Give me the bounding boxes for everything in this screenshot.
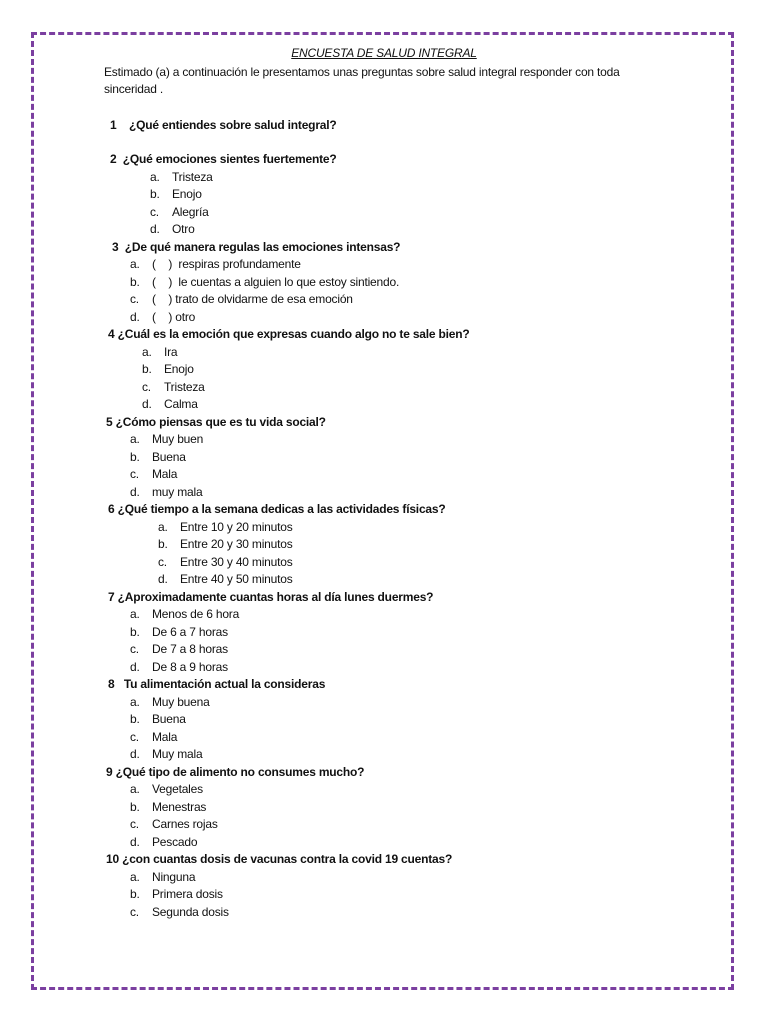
option-text: Mala <box>152 729 178 744</box>
option-text: Buena <box>152 449 186 464</box>
option-text: Otro <box>172 222 195 236</box>
option-text: Tristeza <box>164 379 205 394</box>
question-list <box>104 117 664 922</box>
option-letter: a. <box>130 607 140 621</box>
option-letter: c. <box>130 729 139 744</box>
question-7: 7 ¿Aproximadamente cuantas horas al día lunes duermes? <box>108 589 434 604</box>
question-9-option <box>104 781 664 799</box>
question-10-option <box>104 904 664 922</box>
option-letter: b. <box>130 799 140 814</box>
question-7-option <box>104 641 664 659</box>
option-letter: b. <box>158 537 168 551</box>
question-2-option <box>104 186 664 204</box>
option-text: ( ) le cuentas a alguien lo que estoy sintiendo. <box>152 274 400 289</box>
question-4-option <box>104 379 664 397</box>
question-6: 6 ¿Qué tiempo a la semana dedicas a las actividades físicas? <box>108 502 446 516</box>
question-9-option <box>104 799 664 817</box>
question-3: 3 ¿De qué manera regulas las emociones intensas? <box>112 239 401 254</box>
option-text: Buena <box>152 712 186 726</box>
option-letter: a. <box>130 694 140 709</box>
question-5-option <box>104 449 664 467</box>
option-letter: a. <box>158 519 168 534</box>
option-letter: c. <box>130 642 139 656</box>
option-letter: a. <box>150 169 160 184</box>
option-letter: b. <box>150 187 160 201</box>
option-letter: a. <box>130 869 140 884</box>
option-text: Ninguna <box>152 869 196 884</box>
question-4-option <box>104 361 664 379</box>
question-7-option <box>104 606 664 624</box>
question-5-option <box>104 484 664 502</box>
option-text: Menestras <box>152 799 207 814</box>
question-4-option <box>104 344 664 362</box>
question-3-option <box>104 291 664 309</box>
question-7-option <box>104 659 664 677</box>
option-text: Ira <box>164 344 178 359</box>
option-text: Entre 30 y 40 minutos <box>180 554 293 569</box>
question-5-option <box>104 431 664 449</box>
option-text: Muy buen <box>152 432 204 446</box>
question-2: 2 ¿Qué emociones sientes fuertemente? <box>110 152 337 166</box>
question-4: 4 ¿Cuál es la emoción que expresas cuando algo no te sale bien? <box>108 327 470 341</box>
option-text: Alegría <box>172 204 209 219</box>
question-10-option <box>104 886 664 904</box>
question-8-option <box>104 694 664 712</box>
question-2-option <box>104 169 664 187</box>
question-9-option <box>104 834 664 852</box>
option-letter: c. <box>130 817 139 831</box>
option-letter: c. <box>130 292 139 306</box>
option-letter: d. <box>130 747 140 761</box>
option-letter: b. <box>130 449 140 464</box>
option-letter: a. <box>130 432 140 446</box>
option-letter: c. <box>130 904 139 919</box>
option-letter: c. <box>158 554 167 569</box>
question-2-option <box>104 221 664 239</box>
question-10: 10 ¿con cuantas dosis de vacunas contra la covid 19 cuentas? <box>106 852 453 866</box>
question-1: 1 ¿Qué entiendes sobre salud integral? <box>110 117 337 132</box>
option-letter: d. <box>130 484 140 499</box>
question-5-option <box>104 466 664 484</box>
question-3-option <box>104 274 664 292</box>
question-8-option <box>104 729 664 747</box>
option-text: Carnes rojas <box>152 817 218 831</box>
option-letter: d. <box>142 397 152 411</box>
question-9-option <box>104 816 664 834</box>
question-3-option <box>104 256 664 274</box>
question-8-option <box>104 746 664 764</box>
option-text: Vegetales <box>152 782 203 796</box>
question-9: 9 ¿Qué tipo de alimento no consumes mucho? <box>106 764 365 779</box>
option-letter: a. <box>130 782 140 796</box>
option-letter: c. <box>150 204 159 219</box>
option-text: Segunda dosis <box>152 904 229 919</box>
option-text: Entre 40 y 50 minutos <box>180 572 293 586</box>
question-6-option <box>104 536 664 554</box>
option-letter: c. <box>142 379 151 394</box>
option-letter: b. <box>142 362 152 376</box>
option-text: De 6 a 7 horas <box>152 624 228 639</box>
option-letter: c. <box>130 467 139 481</box>
option-text: Pescado <box>152 834 198 849</box>
option-text: Menos de 6 hora <box>152 607 240 621</box>
question-2-option <box>104 204 664 222</box>
option-letter: d. <box>150 222 160 236</box>
question-10-option <box>104 869 664 887</box>
option-text: De 7 a 8 horas <box>152 642 228 656</box>
option-text: ( ) respiras profundamente <box>152 257 301 271</box>
option-letter: b. <box>130 887 140 901</box>
option-text: De 8 a 9 horas <box>152 659 228 674</box>
option-letter: d. <box>130 659 140 674</box>
survey-document <box>104 45 664 921</box>
option-text: Calma <box>164 397 198 411</box>
option-letter: a. <box>130 257 140 271</box>
option-letter: b. <box>130 624 140 639</box>
option-letter: a. <box>142 344 152 359</box>
question-5: 5 ¿Cómo piensas que es tu vida social? <box>106 414 326 429</box>
question-7-option <box>104 624 664 642</box>
question-3-option <box>104 309 664 327</box>
option-text: muy mala <box>152 484 203 499</box>
option-text: Entre 20 y 30 minutos <box>180 537 293 551</box>
option-text: Primera dosis <box>152 887 223 901</box>
intro-paragraph: Estimado (a) a continuación le presentamos unas preguntas sobre salud integral responder con toda sinceridad . <box>104 64 620 96</box>
document-title: ENCUESTA DE SALUD INTEGRAL <box>291 46 477 60</box>
option-letter: d. <box>130 834 140 849</box>
option-text: Entre 10 y 20 minutos <box>180 519 293 534</box>
question-8-option <box>104 711 664 729</box>
option-letter: b. <box>130 274 140 289</box>
option-letter: d. <box>130 309 140 324</box>
question-8: 8 Tu alimentación actual la consideras <box>108 677 326 691</box>
option-text: ( ) otro <box>152 309 196 324</box>
option-text: Mala <box>152 467 178 481</box>
option-text: Enojo <box>172 187 202 201</box>
option-text: Tristeza <box>172 169 213 184</box>
option-text: ( ) trato de olvidarme de esa emoción <box>152 292 353 306</box>
option-text: Enojo <box>164 362 194 376</box>
question-6-option <box>104 519 664 537</box>
option-letter: d. <box>158 572 168 586</box>
option-letter: b. <box>130 712 140 726</box>
question-4-option <box>104 396 664 414</box>
question-6-option <box>104 571 664 589</box>
option-text: Muy buena <box>152 694 210 709</box>
option-text: Muy mala <box>152 747 203 761</box>
question-6-option <box>104 554 664 572</box>
